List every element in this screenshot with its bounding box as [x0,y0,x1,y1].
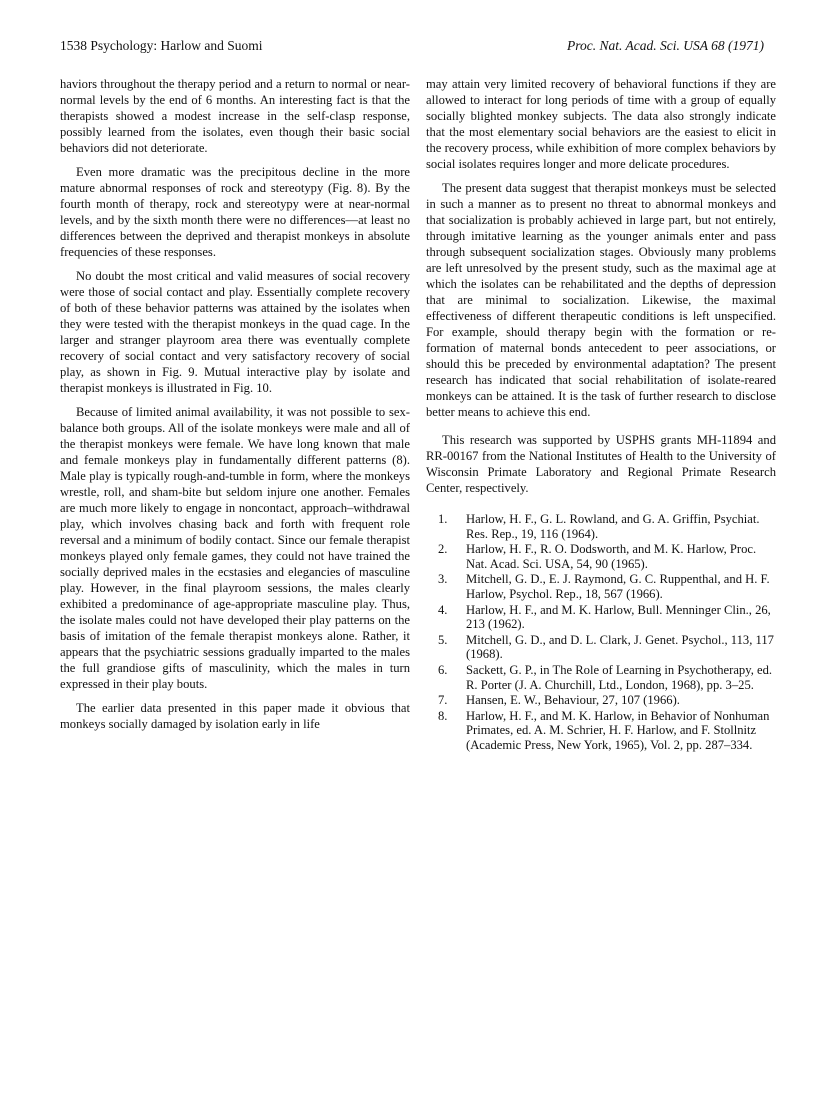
reference-text: Harlow, H. F., and M. K. Harlow, in Behavior of Nonhuman Primates, ed. A. M. Schrier, H. F. Harlow, and F. Stollnitz (Academic Press, New York, 1965), Vol. 2, pp. 287–334. [466,708,770,752]
reference-text: Mitchell, G. D., E. J. Raymond, G. C. Ruppenthal, and H. F. Harlow, Psychol. Rep., 18, 567 (1966). [466,572,770,601]
reference-item [426,693,776,708]
reference-text: Harlow, H. F., and M. K. Harlow, Bull. Menninger Clin., 26, 213 (1962). [466,602,771,632]
page-number: 1538 [60,38,87,53]
reference-item [426,512,776,541]
running-header [60,38,764,54]
reference-text: Mitchell, G. D., and D. L. Clark, J. Genet. Psychol., 113, 117 (1968). [466,632,774,662]
paragraph: No doubt the most critical and valid measures of social recovery were those of social contact and play. Essentially complete recovery of both of these behavior patterns was attained by the isolates when they were tested with the therapist monkeys in the quad cage. In the larger and stranger playroom area there was eventually complete recovery of social contact and very satisfactory recovery of social play, as shown in Fig. 9. Mutual interactive play by isolate and therapist monkeys is illustrated in Fig. 10. [60,269,410,395]
reference-number: 2. [438,542,448,557]
paragraph: The present data suggest that therapist monkeys must be selected in such a manner as to present no threat to abnormal monkeys and that socialization is probably achieved in large part, but not entirely, through imitative learning as the younger animals enter and pass through subsequent socialization stages. Obviously many problems are left unresolved by the present study, such as the maximal age at which the isolates can be rehabilitated and the depths of depression that are minimal to socialization. Likewise, the maximal effectiveness of different therapeutic conditions is left unspecified. For example, should therapy begin with the formation or re-formation of maternal bonds antecedent to peer associations, or should this be preceded by environmental adaptation? The present research has indicated that social rehabilitation of isolate-reared monkeys can be attained. It is the task of further research to disclose better means to achieve this end. [426,181,776,419]
paragraph: Even more dramatic was the precipitous decline in the more mature abnormal responses of rock and stereotypy (Fig. 8). By the fourth month of therapy, rock and stereotypy were at near-normal levels, and by the sixth month there were no differences—at least no differences between the deprived and therapist monkeys in absolute frequencies of these responses. [60,165,410,259]
reference-item [426,663,776,692]
right-column [426,76,776,754]
reference-item [426,633,776,662]
reference-text: Harlow, H. F., G. L. Rowland, and G. A. Griffin, Psychiat. Res. Rep., 19, 116 (1964). [466,512,760,541]
paragraph: The earlier data presented in this paper made it obvious that monkeys socially damaged by isolation early in life [60,701,410,731]
header-left [60,38,263,54]
reference-text: Sackett, G. P., in The Role of Learning in Psychotherapy, ed. R. Porter (J. A. Churchill, Ltd., London, 1968), pp. 3–25. [466,662,773,692]
reference-item [426,542,776,571]
reference-number: 6. [438,662,448,677]
reference-text: Harlow, H. F., R. O. Dodsworth, and M. K. Harlow, Proc. Nat. Acad. Sci. USA, 54, 90 (1965). [466,542,757,571]
reference-number: 4. [438,602,448,617]
section-title: Psychology: Harlow and Suomi [90,38,263,53]
reference-number: 8. [438,708,448,723]
reference-number: 5. [438,632,448,647]
journal-citation: Proc. Nat. Acad. Sci. USA 68 (1971) [567,38,764,53]
paragraph: haviors throughout the therapy period and a return to normal or near-normal levels by the end of 6 months. An interesting fact is that the therapists showed a modest increase in the self-clasp response, possibly learned from the isolates, even though their basic social behaviors did not deteriorate. [60,77,410,155]
left-column [60,76,410,740]
paragraph: may attain very limited recovery of behavioral functions if they are allowed to interact for long periods of time with a group of equally socially blighted monkey subjects. The data also strongly indicate that the most elementary social behaviors are the easiest to elicit in the recovery process, while exhibition of more complex behaviors by social isolates requires longer and more delicate procedures. [426,77,776,171]
reference-item [426,603,776,632]
reference-item [426,572,776,601]
paragraph: Because of limited animal availability, it was not possible to sex-balance both groups. All of the isolate monkeys were male and all of the therapist monkeys were female. We have long known that male and female monkeys play in fundamentally different patterns (8). Male play is typically rough-and-tumble in form, where the monkeys wrestle, roll, and sham-bite but seldom injure one another. Females are much more likely to engage in noncontact, approach–withdrawal play, which involves chasing back and forth with frequent role reversal and a minimum of bodily contact. Since our female therapist monkeys played only female games, they could not have trained the socially deprived males in the ecstasies and elegancies of masculine play. However, in the final playroom sessions, the males clearly exhibited a predominance of age-appropriate masculine play. Thus, the isolate males could not have developed their play patterns on the basis of imitation of the female therapist monkeys alone. Rather, it appears that the psychiatric sessions gradually imparted to the males the full grandiose gifts of masculinity, which the males in turn expressed in their play bouts. [60,405,410,691]
reference-number: 1. [438,512,448,526]
reference-number: 7. [438,693,448,708]
acknowledgment: This research was supported by USPHS grants MH-11894 and RR-00167 from the National Institutes of Health to the University of Wisconsin Primate Laboratory and Regional Primate Research Center, respectively. [426,433,776,495]
reference-number: 3. [438,572,448,587]
reference-item [426,709,776,753]
reference-list [426,512,776,753]
reference-text: Hansen, E. W., Behaviour, 27, 107 (1966). [466,693,680,708]
